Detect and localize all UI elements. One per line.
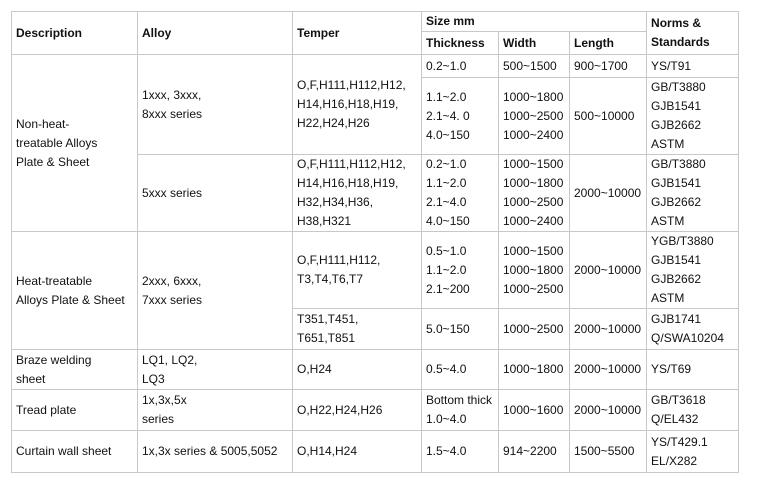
cell-width: 1000~1500 1000~1800 1000~2500 1000~2400 xyxy=(499,155,570,232)
cell-width: 914~2200 xyxy=(499,431,570,473)
header-size: Size mm xyxy=(422,12,647,32)
cell-width: 1000~1800 xyxy=(499,350,570,390)
cell-length: 500~10000 xyxy=(570,78,647,155)
cell-temper: O,H22,H24,H26 xyxy=(293,390,422,431)
cell-width: 1000~1800 1000~2500 1000~2400 xyxy=(499,78,570,155)
cell-temper: O,F,H111,H112, T3,T4,T6,T7 xyxy=(293,232,422,309)
cell-thickness: 1.1~2.0 2.1~4. 0 4.0~150 xyxy=(422,78,499,155)
cell-thickness: 0.2~1.0 1.1~2.0 2.1~4.0 4.0~150 xyxy=(422,155,499,232)
header-temper: Temper xyxy=(293,12,422,55)
table-row xyxy=(12,431,739,473)
cell-width: 500~1500 xyxy=(499,55,570,78)
cell-description: Non-heat- treatable Alloys Plate & Sheet xyxy=(12,55,138,232)
cell-thickness: 0.2~1.0 xyxy=(422,55,499,78)
cell-alloy: 2xxx, 6xxx, 7xxx series xyxy=(138,232,293,350)
cell-temper: O,F,H111,H112,H12, H14,H16,H18,H19, H22,H24,H26 xyxy=(293,55,422,155)
cell-norms: GB/T3880 GJB1541 GJB2662 ASTM xyxy=(647,155,739,232)
header-norms: Norms & Standards xyxy=(647,12,739,55)
cell-description: Heat-treatable Alloys Plate & Sheet xyxy=(12,232,138,350)
cell-thickness: Bottom thick 1.0~4.0 xyxy=(422,390,499,431)
header-width: Width xyxy=(499,32,570,55)
cell-alloy: 1xxx, 3xxx, 8xxx series xyxy=(138,55,293,155)
cell-thickness: 5.0~150 xyxy=(422,309,499,350)
cell-norms: GJB1741 Q/SWA10204 xyxy=(647,309,739,350)
cell-width: 1000~1600 xyxy=(499,390,570,431)
header-alloy: Alloy xyxy=(138,12,293,55)
header-thickness: Thickness xyxy=(422,32,499,55)
cell-temper: T351,T451, T651,T851 xyxy=(293,309,422,350)
table-row xyxy=(12,55,739,78)
cell-length: 2000~10000 xyxy=(570,155,647,232)
cell-temper: O,F,H111,H112,H12, H14,H16,H18,H19, H32,H34,H36, H38,H321 xyxy=(293,155,422,232)
cell-width: 1000~1500 1000~1800 1000~2500 xyxy=(499,232,570,309)
cell-thickness: 0.5~1.0 1.1~2.0 2.1~200 xyxy=(422,232,499,309)
alloy-spec-table xyxy=(11,11,739,473)
cell-length: 900~1700 xyxy=(570,55,647,78)
header-description: Description xyxy=(12,12,138,55)
cell-alloy: LQ1, LQ2, LQ3 xyxy=(138,350,293,390)
cell-length: 2000~10000 xyxy=(570,350,647,390)
cell-norms: GB/T3618 Q/EL432 xyxy=(647,390,739,431)
cell-norms: GB/T3880 GJB1541 GJB2662 ASTM xyxy=(647,78,739,155)
cell-temper: O,H24 xyxy=(293,350,422,390)
cell-norms: YS/T69 xyxy=(647,350,739,390)
cell-description: Braze welding sheet xyxy=(12,350,138,390)
table-row xyxy=(12,232,739,309)
cell-alloy: 5xxx series xyxy=(138,155,293,232)
cell-length: 1500~5500 xyxy=(570,431,647,473)
header-length: Length xyxy=(570,32,647,55)
cell-norms: YGB/T3880 GJB1541 GJB2662 ASTM xyxy=(647,232,739,309)
cell-description: Curtain wall sheet xyxy=(12,431,138,473)
table-row xyxy=(12,350,739,390)
cell-length: 2000~10000 xyxy=(570,232,647,309)
cell-length: 2000~10000 xyxy=(570,309,647,350)
cell-alloy: 1x,3x series & 5005,5052 xyxy=(138,431,293,473)
cell-norms: YS/T91 xyxy=(647,55,739,78)
cell-thickness: 0.5~4.0 xyxy=(422,350,499,390)
cell-norms: YS/T429.1 EL/X282 xyxy=(647,431,739,473)
cell-length: 2000~10000 xyxy=(570,390,647,431)
table-row xyxy=(12,390,739,431)
cell-thickness: 1.5~4.0 xyxy=(422,431,499,473)
cell-description: Tread plate xyxy=(12,390,138,431)
cell-alloy: 1x,3x,5x series xyxy=(138,390,293,431)
cell-width: 1000~2500 xyxy=(499,309,570,350)
cell-temper: O,H14,H24 xyxy=(293,431,422,473)
